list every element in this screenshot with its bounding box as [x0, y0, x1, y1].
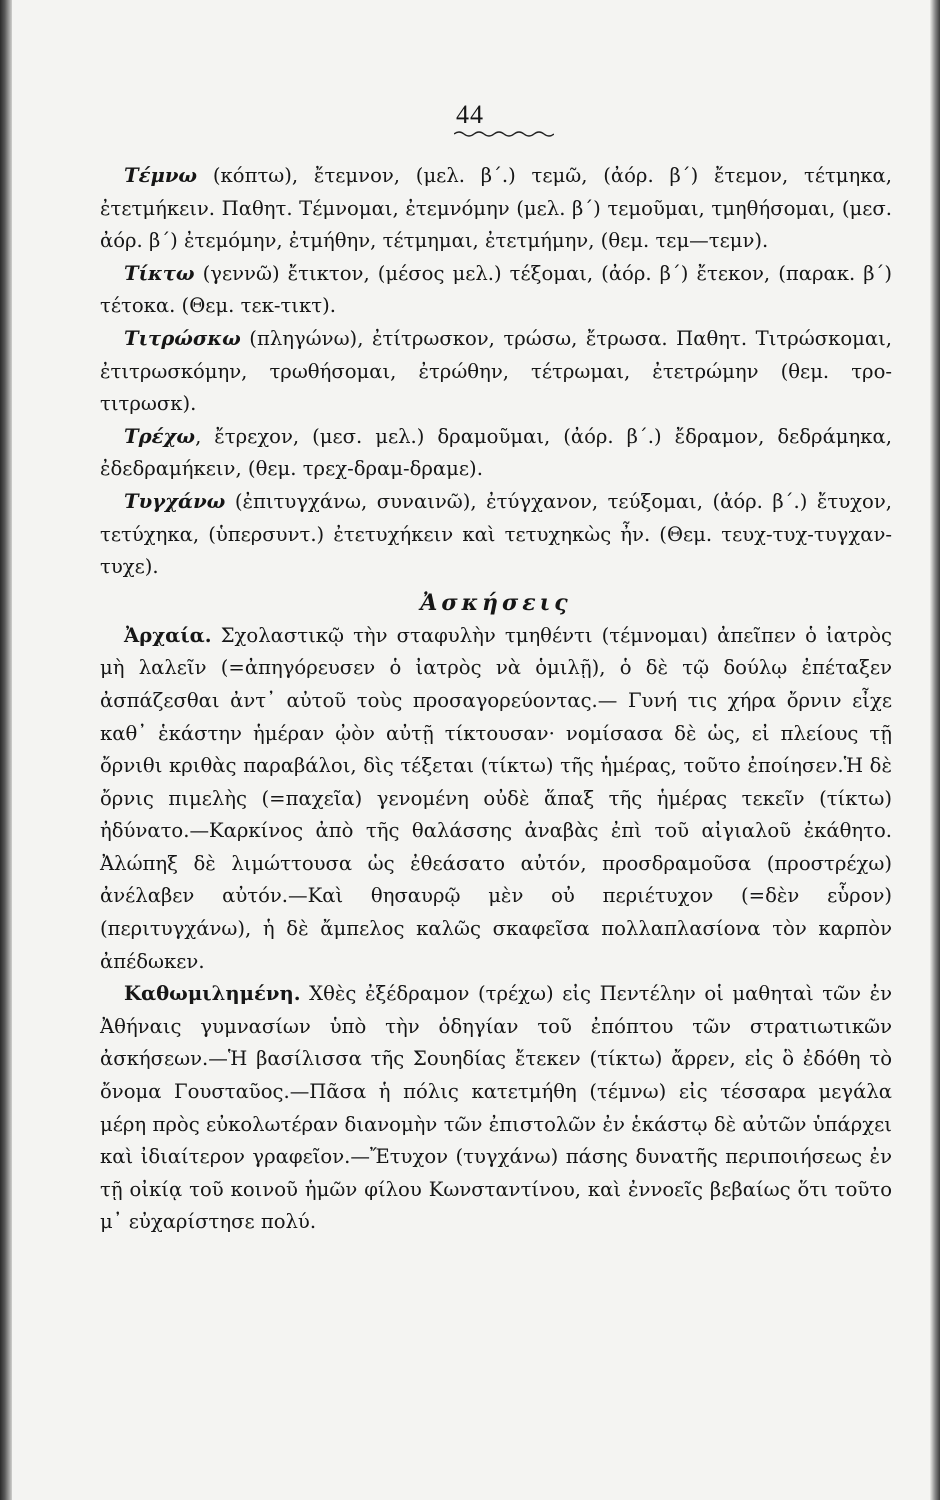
page-body	[100, 160, 892, 1450]
exercise-modern	[100, 978, 892, 1239]
entry-text: (ἐπιτυγχάνω, συναινῶ), ἐτύγχανον, τεύξομαι, (ἀόρ. β΄.) ἔτυχον, τετύχηκα, (ὑπερσυντ.) ἐτετυχήκειν καὶ τετυχηκὼς ἦν. (Θεμ. τευχ-τυχ-τυγχαν-τυχε).	[100, 489, 892, 579]
entry-text: , ἔτρεχον, (μεσ. μελ.) δραμοῦμαι, (ἀόρ. β΄.) ἔδραμον, δεδράμηκα, ἐδεδραμήκειν, (θεμ. τρεχ-δραμ-δραμε).	[100, 424, 892, 481]
entry-headword: Τυγχάνω	[124, 489, 226, 513]
exercises-heading: Ἀσκήσεις	[420, 589, 572, 616]
entry-headword: Τέμνω	[124, 164, 198, 187]
entry-text: (γεννῶ) ἔτικτον, (μέσος μελ.) τέξομαι, (ἀόρ. β΄) ἔτεκον, (παρακ. β΄) τέτοκα. (Θεμ. τεκ-τικτ).	[100, 261, 892, 318]
scan-right-edge	[930, 0, 940, 1500]
exercise-text: Σχολαστικῷ τὴν σταφυλὴν τμηθέντι (τέμνομαι) ἀπεῖπεν ὁ ἰατρὸς μὴ λαλεῖν (=ἀπηγόρευσεν ὁ ἰατρὸς νὰ ὁμιλῇ), ὁ δὲ τῷ δούλῳ ἐπέταξεν ἀσπάζεσθαι ἀντ᾽ αὐτοῦ τοὺς προσαγορεύοντας.— Γυνή τις χήρα ὄρνιν εἶχε καθ᾽ ἑκάστην ἡμέραν ᾠὸν αὐτῇ τίκτουσαν· νομίσασα δὲ ὡς, εἰ πλείους τῇ ὄρνιθι κριθὰς παραβάλοι, δὶς τέξεται (τίκτω) τῆς ἡμέρας, τοῦτο ἐποίησεν.Ἡ δὲ ὄρνις πιμελὴς (=παχεῖα) γενομένη οὐδὲ ἅπαξ τῆς ἡμέρας τεκεῖν (τίκτω) ἠδύνατο.—Καρκίνος ἀπὸ τῆς θαλάσσης ἀναβὰς ἐπὶ τοῦ αἰγιαλοῦ ἐκάθητο. Ἀλώπηξ δὲ λιμώττουσα ὡς ἐθεάσατο αὐτόν, προσδραμοῦσα (προστρέχω) ἀνέλαβεν αὐτόν.—Καὶ θησαυρῷ μὲν οὐ περιέτυχον (=δὲν εὗρον) (περιτυγχάνω), ἡ δὲ ἄμπελος καλῶς σκαφεῖσα πολλαπλασίονα τὸν καρπὸν ἀπέδωκεν.	[100, 623, 892, 973]
verb-entry-tikto	[100, 258, 892, 323]
wavy-underline-ornament	[454, 130, 554, 138]
scan-left-edge	[0, 0, 12, 1500]
page-header	[0, 100, 940, 130]
exercise-label: Ἀρχαία.	[124, 623, 212, 647]
verb-entry-trecho	[100, 421, 892, 486]
exercise-text: Χθὲς ἐξέδραμον (τρέχω) εἰς Πεντέλην οἱ μαθηταὶ τῶν ἐν Ἀθήναις γυμνασίων ὑπὸ τὴν ὁδηγίαν τοῦ ἐπόπτου τῶν στρατιωτικῶν ἀσκήσεων.—Ἡ βασίλισσα τῆς Σουηδίας ἔτεκεν (τίκτω) ἄρρεν, εἰς ὃ ἐδόθη τὸ ὄνομα Γουσταῦος.—Πᾶσα ἡ πόλις κατετμήθη (τέμνω) εἰς τέσσαρα μεγάλα μέρη πρὸς εὐκολωτέραν διανομὴν τῶν ἐπιστολῶν ἐν ἑκάστῳ δὲ αὐτῶν ὑπάρχει καὶ ἰδιαίτερον γραφεῖον.—Ἔτυχον (τυγχάνω) πάσης δυνατῆς περιποιήσεως ἐν τῇ οἰκίᾳ τοῦ κοινοῦ ἡμῶν φίλου Κωνσταντίνου, καὶ ἐννοεῖς βεβαίως ὅτι τοῦτο μ᾽ εὐχαρίστησε πολύ.	[100, 982, 892, 1234]
exercise-label: Καθωμιλημένη.	[124, 982, 301, 1006]
entry-text: (κόπτω), ἔτεμνον, (μελ. β΄.) τεμῶ, (ἀόρ. β΄) ἔτεμον, τέτμηκα, ἐτετμήκειν. Παθητ. Τέμνομαι, ἐτεμνόμην (μελ. β΄) τεμοῦμαι, τμηθήσομαι, (μεσ. ἀόρ. β΄) ἐτεμόμην, ἐτμήθην, τέτμημαι, ἐτετμήμην, (θεμ. τεμ—τεμν).	[100, 164, 892, 253]
page-number: 44	[456, 100, 484, 129]
entry-text: (πληγώνω), ἐτίτρωσκον, τρώσω, ἔτρωσα. Παθητ. Τιτρώσκομαι, ἐτιτρωσκόμην, τρωθήσομαι, ἐτρώθην, τέτρωμαι, ἐτετρώμην (θεμ. τρο-τιτρωσκ).	[100, 326, 893, 416]
entry-headword: Τιτρώσκω	[124, 326, 241, 350]
exercise-ancient	[100, 620, 892, 979]
verb-entry-temno	[100, 160, 892, 258]
entry-headword: Τίκτω	[124, 261, 195, 285]
verb-entry-tynchano	[100, 486, 892, 584]
entry-headword: Τρέχω	[124, 424, 196, 448]
verb-entry-titrosko	[100, 323, 892, 421]
